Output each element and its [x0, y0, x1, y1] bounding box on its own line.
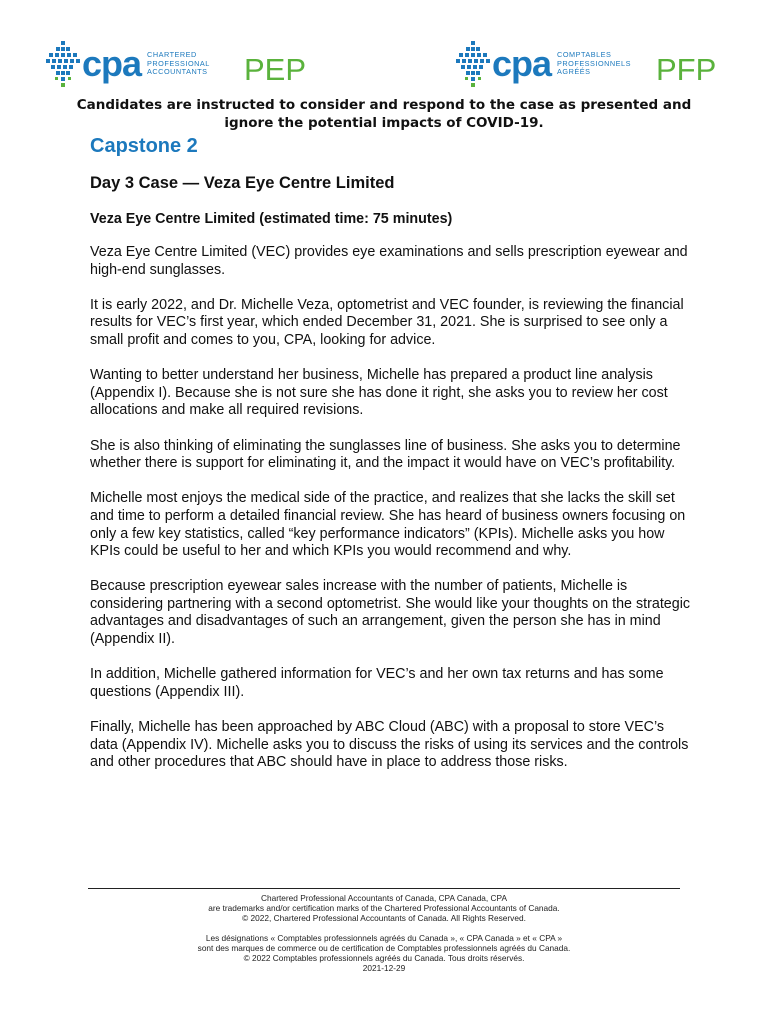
paragraph: Wanting to better understand her business, Michelle has prepared a product line analysis (Appendix I). Because she is not sure she has done it right, she asks you to review her cost allocations and make all required revisions.	[90, 367, 668, 419]
cpa-maple-burst-icon	[456, 39, 490, 89]
paragraph: It is early 2022, and Dr. Michelle Veza, optometrist and VEC founder, is reviewing the financial results for VEC’s first year, which ended December 31, 2021. She is surprised to see only a small profit and comes to you, CPA, looking for advice.	[90, 296, 684, 348]
cpa-maple-burst-icon	[46, 39, 80, 89]
case-subtitle: Veza Eye Centre Limited (estimated time: 75 minutes)	[90, 211, 453, 227]
footer-line-fr: sont des marques de commerce ou de certification de Comptables professionnels agréés du Canada.	[197, 942, 571, 953]
cpa-logo-english	[46, 36, 210, 92]
cpa-logo-french	[456, 36, 631, 92]
paragraph: Finally, Michelle has been approached by ABC Cloud (ABC) with a proposal to store VEC’s data (Appendix IV). Michelle asks you to discuss the risks of using its services and the controls and other procedures that ABC should have in place to address those risks.	[90, 719, 689, 771]
paragraph: Veza Eye Centre Limited (VEC) provides eye examinations and sells prescription eyewear and high-end sunglasses.	[90, 244, 688, 278]
footer-line-en: are trademarks and/or certification marks of the Chartered Professional Accountants of Canada.	[208, 903, 560, 914]
cpa-tagline-french: COMPTABLES PROFESSIONNELS AGRÉÉS	[557, 50, 631, 77]
case-body	[90, 244, 690, 789]
program-label-pfp: PFP	[656, 52, 717, 87]
footer-line-fr: Les désignations « Comptables professionnels agréés du Canada », « CPA Canada » et « CPA »	[205, 932, 563, 943]
program-label-pep: PEP	[244, 52, 307, 87]
paragraph: She is also thinking of eliminating the sunglasses line of business. She asks you to determine whether there is support for eliminating it, and the impact it would have on VEC’s profitability.	[90, 437, 681, 472]
cpa-wordmark: cpa	[492, 43, 552, 84]
paragraph: Because prescription eyewear sales increase with the number of patients, Michelle is considering partnering with a second optometrist. She would like your thoughts on the strategic advantages and disadvantages of such an arrangement, given the person she has in mind (Appendix II).	[90, 578, 691, 648]
cpa-wordmark: cpa	[82, 43, 142, 84]
cpa-tagline-english: CHARTERED PROFESSIONAL ACCOUNTANTS	[147, 50, 210, 77]
paragraph: Michelle most enjoys the medical side of the practice, and realizes that she lacks the skill set and time to perform a detailed financial review. She has heard of business owners focusing on only a few key statistics, called “key performance indicators” (KPIs). Michelle asks you how KPIs could be useful to her and which KPIs you would recommend and why.	[90, 490, 686, 560]
footer-line-en: Chartered Professional Accountants of Canada, CPA Canada, CPA	[261, 893, 507, 903]
footer-line-fr: © 2022 Comptables professionnels agréés du Canada. Tous droits réservés.	[243, 953, 525, 964]
footer-date: 2021-12-29	[362, 963, 406, 974]
case-title: Day 3 Case — Veza Eye Centre Limited	[90, 174, 395, 192]
footer-divider	[88, 888, 680, 889]
capstone-heading: Capstone 2	[90, 135, 198, 157]
footer-line-en: © 2022, Chartered Professional Accountants of Canada. All Rights Reserved.	[242, 913, 526, 924]
covid-notice: Candidates are instructed to consider and respond to the case as presented and ignore the potential impacts of COVID-19.	[76, 97, 692, 131]
footer	[88, 893, 680, 973]
paragraph: In addition, Michelle gathered information for VEC’s and her own tax returns and has some questions (Appendix III).	[90, 666, 664, 700]
